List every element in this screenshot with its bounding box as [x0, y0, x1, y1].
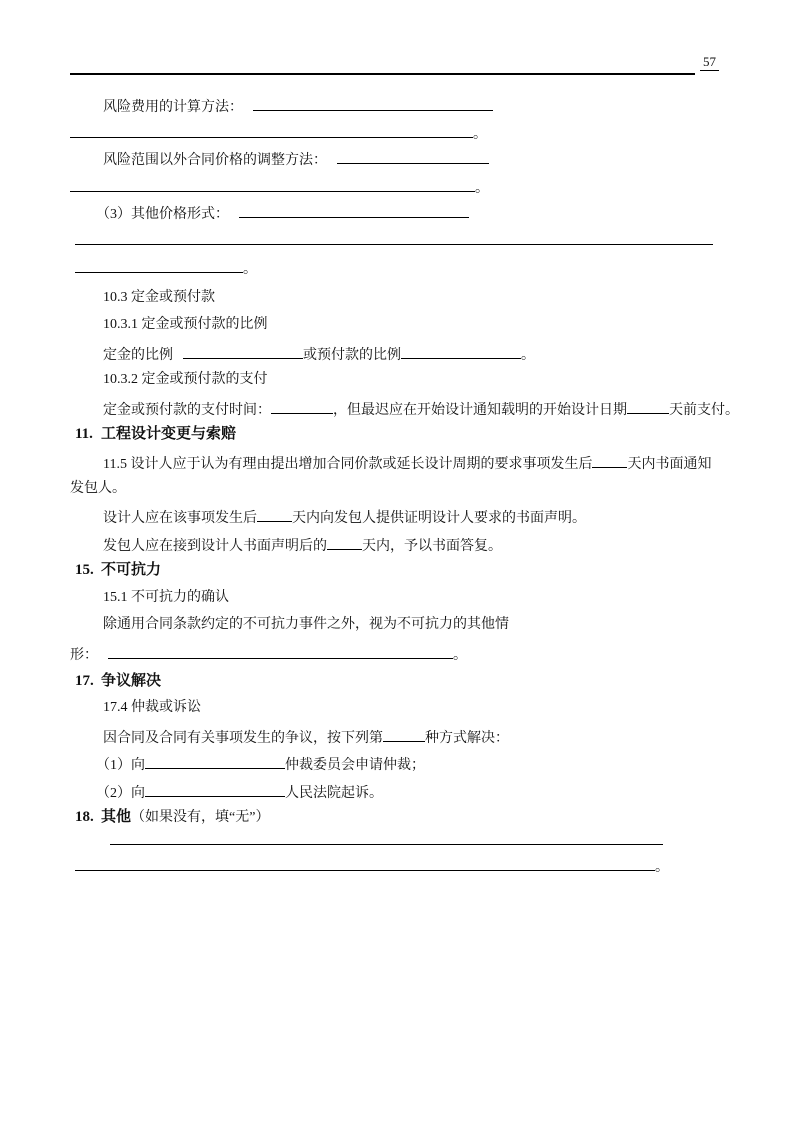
litigation-court-blank[interactable]: [145, 781, 285, 797]
section-15-heading: [75, 560, 161, 581]
risk-adjust-blank[interactable]: [337, 148, 489, 164]
designer-notice-pre: 设计人应在该事项发生后: [103, 511, 257, 526]
force-majeure-body: 除通用合同条款约定的不可抗力事件之外，视为不可抗力的其他情: [103, 617, 509, 632]
section-11-title: 工程设计变更与索赔: [101, 426, 237, 442]
litigation-pre: （2）向: [96, 786, 145, 801]
section-11-heading: [75, 424, 236, 445]
risk-fee-blank[interactable]: [253, 95, 493, 111]
other-price-blank-2[interactable]: [75, 257, 243, 273]
designer-notice-days-blank[interactable]: [257, 506, 292, 522]
clause-10-3-1: [103, 315, 268, 335]
section-17-number: 17.: [75, 673, 94, 689]
employer-reply-pre: 发包人应在接到设计人书面声明后的: [103, 539, 327, 554]
deposit-pay-time-blank[interactable]: [271, 398, 333, 414]
deposit-ratio-mid: 或预付款的比例: [303, 348, 401, 363]
risk-adjust-continuation: [70, 176, 489, 199]
deposit-pay-mid: ，但最迟应在开始设计通知载明的开始设计日期: [333, 403, 627, 418]
page-number: 57: [700, 54, 719, 71]
section-15-title: 不可抗力: [101, 562, 162, 578]
risk-fee-blank-2[interactable]: [70, 122, 473, 138]
dispute-pre: 因合同及合同有关事项发生的争议，按下列第: [103, 731, 383, 746]
clause-11-5-continuation: [70, 479, 126, 499]
deposit-pay-days-blank[interactable]: [627, 398, 669, 414]
clause-10-3-2-label: 10.3.2 定金或预付款的支付: [103, 372, 268, 387]
section-18-heading: [75, 807, 269, 828]
clause-11-5-tail: 天内书面通知: [627, 457, 712, 472]
dispute-method-blank[interactable]: [383, 726, 425, 742]
deposit-pay-tail: 天前支付。: [669, 403, 739, 418]
employer-reply-tail: 天内，予以书面答复。: [362, 539, 502, 554]
other-price-blank[interactable]: [239, 202, 469, 218]
employer-reply-days-blank[interactable]: [327, 534, 362, 550]
section-15-number: 15.: [75, 562, 94, 578]
clause-15-1: [103, 588, 229, 608]
other-price-line: [96, 202, 469, 225]
clause-10-3-1-label: 10.3.1 定金或预付款的比例: [103, 317, 268, 332]
period: 。: [521, 348, 535, 363]
period: 。: [243, 262, 257, 277]
risk-adjust-label: 风险范围以外合同价格的调整方法：: [103, 153, 327, 168]
section-18-title: 其他: [101, 809, 132, 825]
litigation-option-line: [96, 781, 383, 804]
period: 。: [453, 648, 467, 663]
other-price-fullwidth-rule: [75, 244, 713, 245]
advance-ratio-blank[interactable]: [401, 343, 521, 359]
section-17-heading: [75, 671, 161, 692]
period: 。: [475, 181, 489, 196]
clause-10-3-label: 10.3 定金或预付款: [103, 290, 215, 305]
other-items-continuation: [75, 855, 669, 878]
force-majeure-blank[interactable]: [108, 643, 453, 659]
arbitration-commission-blank[interactable]: [145, 753, 285, 769]
risk-adjust-blank-2[interactable]: [70, 176, 475, 192]
deposit-ratio-pre: 定金的比例: [103, 348, 173, 363]
risk-adjust-line: [103, 148, 489, 171]
designer-notice-tail: 天内向发包人提供证明设计人要求的书面声明。: [292, 511, 586, 526]
risk-fee-line: [103, 95, 493, 118]
clause-17-4: [103, 698, 201, 718]
section-18-note: （如果没有，填“无”）: [131, 810, 270, 825]
risk-fee-continuation: [70, 122, 487, 145]
force-majeure-cont-pre: 形：: [70, 648, 98, 663]
litigation-tail: 人民法院起诉。: [285, 786, 383, 801]
section-17-title: 争议解决: [101, 673, 162, 689]
other-items-blank[interactable]: [75, 855, 655, 871]
employer-reply-line: [103, 534, 502, 557]
arbitration-pre: （1）向: [96, 758, 145, 773]
dispute-tail: 种方式解决：: [425, 731, 509, 746]
arbitration-option-line: [96, 753, 425, 776]
arbitration-tail: 仲裁委员会申请仲裁；: [285, 758, 425, 773]
period: 。: [655, 860, 669, 875]
deposit-pay-line: [103, 398, 739, 421]
force-majeure-text: [103, 615, 509, 635]
clause-11-5-line: [103, 452, 711, 475]
designer-notice-line: [103, 506, 586, 529]
other-price-continuation: [75, 257, 257, 280]
risk-fee-label: 风险费用的计算方法：: [103, 100, 243, 115]
deposit-ratio-blank[interactable]: [183, 343, 303, 359]
section-11-number: 11.: [75, 426, 93, 442]
clause-17-4-label: 17.4 仲裁或诉讼: [103, 700, 201, 715]
header-rule: [70, 73, 695, 75]
clause-11-5-pre: 11.5 设计人应于认为有理由提出增加合同价款或延长设计周期的要求事项发生后: [103, 457, 593, 472]
deposit-pay-pre: 定金或预付款的支付时间：: [103, 403, 271, 418]
other-items-rule-1: [110, 844, 663, 845]
dispute-method-line: [103, 726, 509, 749]
clause-10-3-2: [103, 370, 268, 390]
force-majeure-continuation: [70, 643, 467, 666]
section-18-number: 18.: [75, 809, 94, 825]
clause-15-1-label: 15.1 不可抗力的确认: [103, 590, 229, 605]
clause-11-5-cont: 发包人。: [70, 481, 126, 496]
other-price-label: （3）其他价格形式：: [96, 207, 229, 222]
period: 。: [473, 127, 487, 142]
clause-11-5-days-blank[interactable]: [592, 452, 627, 468]
clause-10-3: [103, 288, 215, 308]
deposit-ratio-line: [103, 343, 535, 366]
